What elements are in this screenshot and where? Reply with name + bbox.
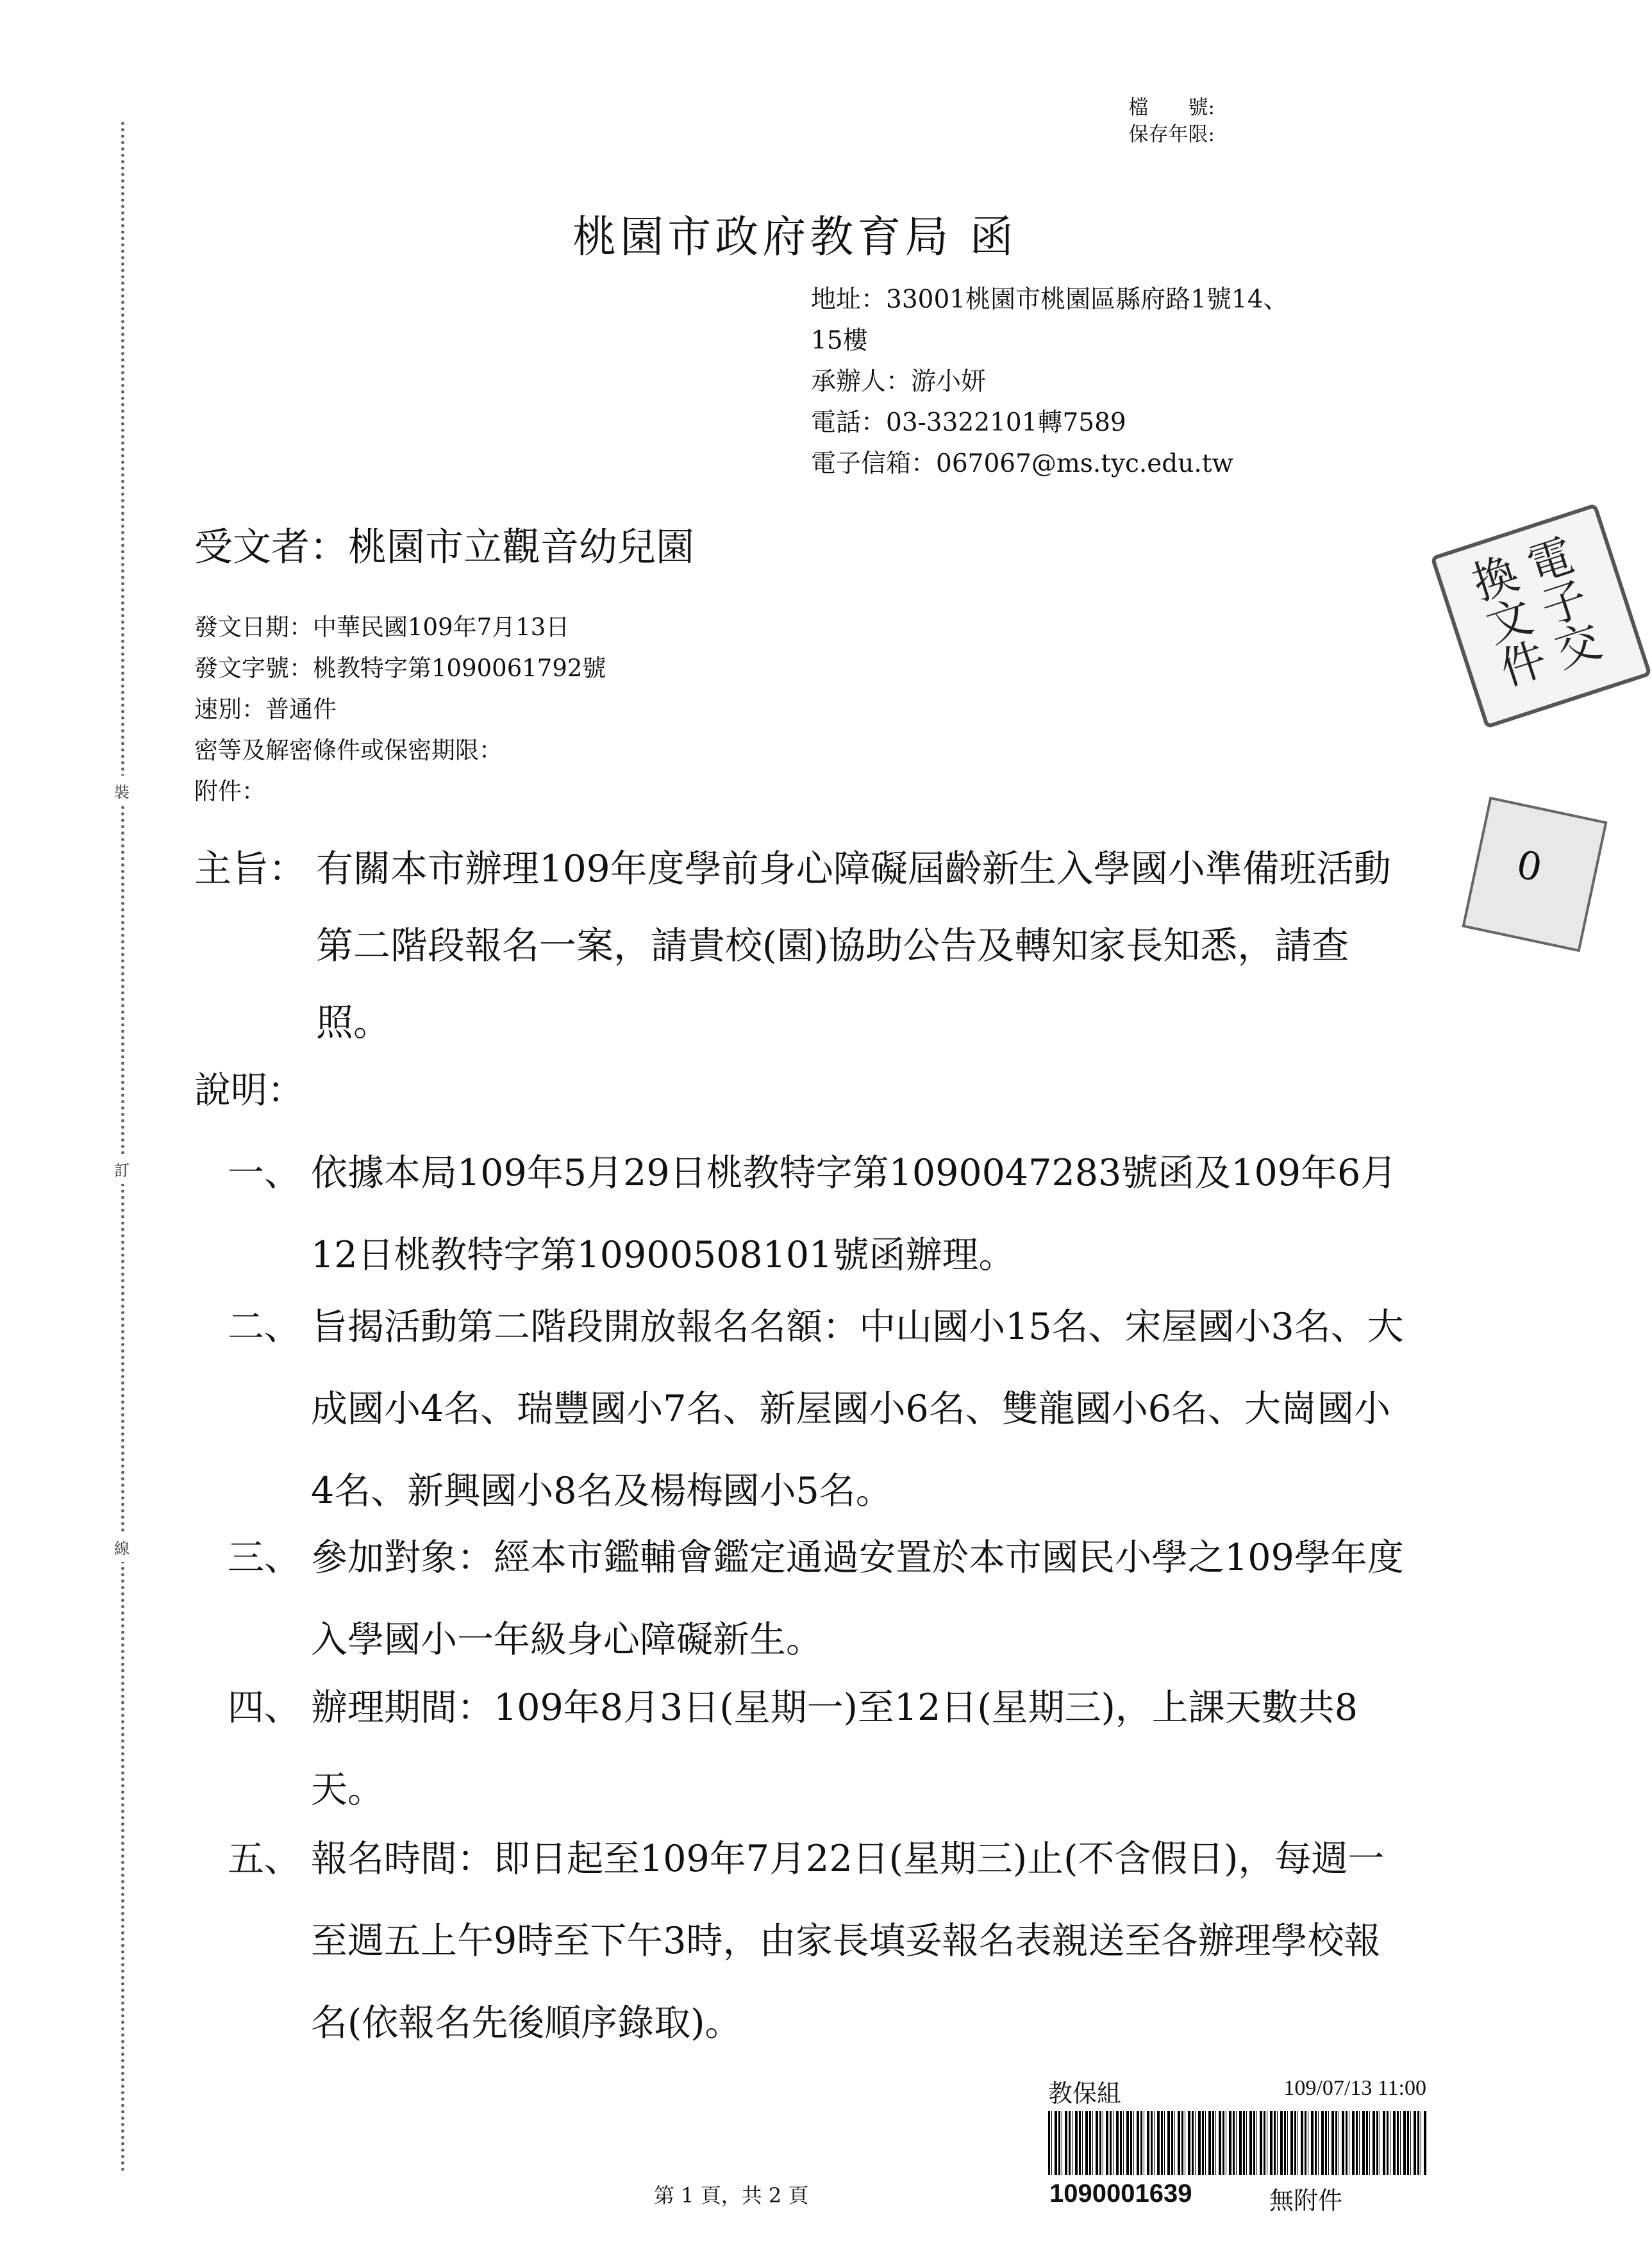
item-number: 三、 (228, 1536, 301, 1579)
address-line-2: 15樓 (811, 326, 868, 355)
receipt-barcode-block (1048, 2074, 1426, 2215)
file-number-label: 檔 號: (1128, 96, 1215, 119)
item-text: 參加對象：經本市鑑輔會鑑定通過安置於本市國民小學之109學年度入學國小一年級身心障礙新生。 (311, 1536, 1404, 1661)
retention-label: 保存年限: (1128, 123, 1215, 146)
explanation-item (228, 1517, 1420, 1681)
explanation-label: 說明： (194, 1069, 304, 1112)
explanation-item (228, 1818, 1420, 2064)
explanation-item (228, 1286, 1420, 1532)
receipt-unit: 教保組 (1048, 2079, 1122, 2108)
item-text: 旨揭活動第二階段開放報名名額：中山國小15名、宋屋國小3名、大成國小4名、瑞豐國小7名、新屋國小6名、雙龍國小6名、大崗國小4名、新興國小8名及楊梅國小5名。 (311, 1306, 1404, 1512)
electronic-exchange-stamp (1430, 503, 1652, 729)
phone-number: 電話：03-3322101轉7589 (811, 408, 1126, 437)
explanation-item (228, 1132, 1420, 1296)
subject-block (194, 830, 1412, 1061)
address-line-1: 地址：33001桃園市桃園區縣府路1號14、 (811, 285, 1289, 314)
item-text: 辦理期間：109年8月3日(星期一)至12日(星期三)，上課天數共8天。 (311, 1686, 1358, 1811)
item-text: 依據本局109年5月29日桃教特字第1090047283號函及109年6月12日桃教特字第10900508101號函辦理。 (311, 1152, 1398, 1276)
explanation-item (228, 1667, 1420, 1831)
email-address: 電子信箱：067067@ms.tyc.edu.tw (811, 449, 1233, 478)
subject-text: 有關本市辦理109年度學前身心障礙屆齡新生入學國小準備班活動第二階段報名一案，請貴校(園)協助公告及轉知家長知悉，請查照。 (316, 847, 1391, 1044)
item-number: 一、 (228, 1152, 301, 1194)
page-number: 第 1 頁，共 2 頁 (654, 2183, 809, 2208)
binding-mark-bind: 裝 (114, 776, 129, 806)
item-number: 四、 (228, 1686, 301, 1729)
seal-stamp (1462, 797, 1607, 953)
secrecy-level: 密等及解密條件或保密期限： (194, 737, 503, 764)
recipient: 受文者：桃園市立觀音幼兒園 (194, 525, 694, 570)
contact-block (811, 279, 1420, 485)
binding-mark-line: 線 (114, 1532, 129, 1562)
receipt-number: 1090001639 (1049, 2179, 1192, 2208)
receipt-attachment: 無附件 (1269, 2186, 1343, 2215)
document-title: 桃園市政府教育局 函 (572, 212, 1017, 263)
binding-line (121, 122, 124, 2173)
officer-name: 承辦人：游小妍 (811, 367, 987, 396)
priority: 速別：普通件 (194, 695, 337, 723)
receipt-timestamp: 109/07/13 11:00 (1283, 2076, 1426, 2100)
attachment-label: 附件： (194, 778, 265, 805)
item-text: 報名時間：即日起至109年7月22日(星期三)止(不含假日)，每週一至週五上午9時至下午3時，由家長填妥報名表親送至各辦理學校報名(依報名先後順序錄取)。 (311, 1838, 1385, 2044)
issue-date: 發文日期：中華民國109年7月13日 (194, 613, 570, 641)
document-number: 發文字號：桃教特字第1090061792號 (194, 654, 606, 682)
item-number: 五、 (228, 1838, 301, 1880)
stamp-text: 電子交換文件 (1460, 531, 1606, 694)
item-number: 二、 (228, 1306, 301, 1348)
seal-digit: 0 (1512, 842, 1546, 892)
subject-label: 主旨： (194, 847, 306, 890)
barcode (1048, 2111, 1426, 2175)
binding-mark-staple: 訂 (114, 1154, 129, 1184)
